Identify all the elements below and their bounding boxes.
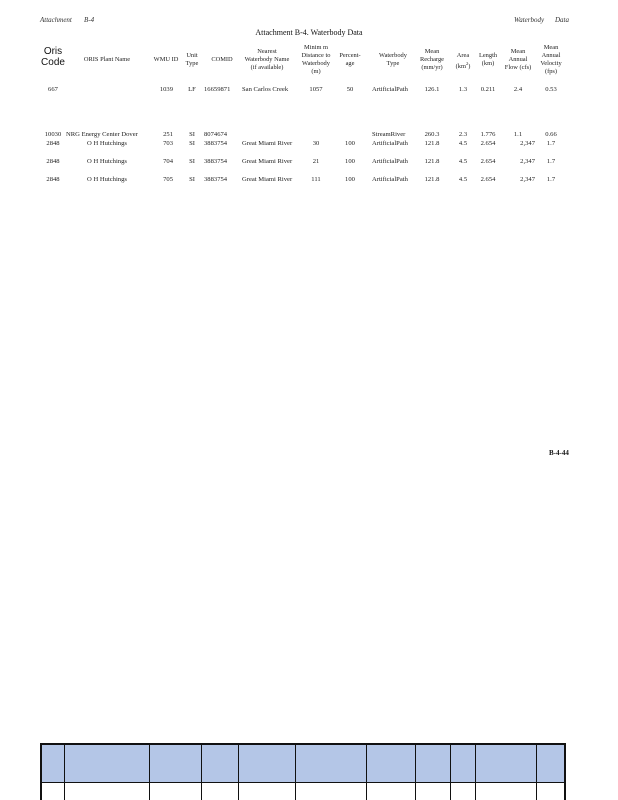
cell-unit-type: LF [188,86,196,93]
column-header-line: Mean [424,48,440,55]
cell-mean-velocity: 1.7 [546,140,556,147]
column-header-line: Waterbody [379,52,407,59]
table-row [0,139,618,149]
column-header-line: (m) [311,68,321,75]
next-table-header [40,743,566,800]
column-header-line: (km) [481,60,495,67]
cell-area: 4.5 [458,176,468,183]
column-header-line: Minim m [304,44,328,51]
cell-mean-velocity: 1.7 [546,176,556,183]
cell-percentage: 100 [345,176,355,183]
cell-waterbody-type: ArtificialPath [372,158,408,165]
cell-length: 1.776 [480,131,496,138]
header-attachment-label: Attachment [40,16,72,24]
cell-waterbody-name: San Carlos Creek [242,86,289,93]
column-header-line: Distance to [301,52,331,59]
cell-mean-velocity: 0.53 [545,86,557,93]
cell-mean-flow: 1.1 [513,131,523,138]
header-attachment-code: B-4 [84,16,95,24]
cell-mean-flow: 2,347 [520,176,535,183]
header-data-label: Data [555,16,569,24]
column-header-line: (if available) [250,64,284,71]
next-table-divider [149,745,150,800]
next-table-header-band [42,745,564,783]
cell-min-distance: 111 [311,176,321,183]
table-row [0,85,618,95]
cell-comid: 3883754 [204,140,228,147]
column-header-line: Flow (cfs) [504,64,532,71]
cell-min-distance: 1057 [309,86,323,93]
column-header-line: Velocity [540,60,562,67]
table-row [0,157,618,167]
cell-wmu-id: 705 [163,176,173,183]
cell-min-distance: 21 [312,158,320,165]
cell-plant-name: O H Hutchings [87,140,127,147]
cell-plant-name: O H Hutchings [87,176,127,183]
cell-oris-code: 2848 [46,158,60,165]
column-header-line: $(km^2)$ [455,61,471,71]
column-header-line: Annual [541,52,561,59]
cell-comid: 3883754 [204,176,228,183]
next-table-divider [450,745,451,800]
cell-area: 4.5 [458,158,468,165]
column-header-line: Recharge [419,56,444,63]
cell-wmu-id: 1039 [159,86,173,93]
next-table-divider [201,745,202,800]
next-table-divider [415,745,416,800]
cell-oris-code: 2848 [46,176,60,183]
cell-waterbody-type: ArtificialPath [372,140,408,147]
cell-oris-code: 2848 [46,140,60,147]
cell-unit-type: SI [189,176,195,183]
cell-mean-flow: 2.4 [513,86,523,93]
cell-length: 0.211 [480,86,496,93]
column-header-line: Mean [543,44,559,51]
column-header-line: Area [456,52,470,59]
column-header-line: Type [185,60,199,67]
cell-length: 2.654 [480,176,496,183]
cell-oris-code: 10030 [44,131,62,138]
column-header-mean-velocity [511,44,591,76]
cell-waterbody-name: Great Miami River [242,176,293,183]
next-table-divider [238,745,239,800]
cell-comid: 3883754 [204,158,228,165]
cell-percentage: 50 [346,86,354,93]
column-header-line: WMU ID [153,56,179,63]
cell-oris-code: 667 [48,86,58,93]
column-header-line: Waterbody [302,60,330,67]
cell-comid: 8074674 [204,131,228,138]
table-row [0,175,618,185]
cell-mean-recharge: 121.8 [424,158,440,165]
cell-unit-type: SI [189,140,195,147]
column-header-line: (mm/yr) [421,64,443,71]
cell-waterbody-type: ArtificialPath [372,86,408,93]
cell-length: 2.654 [480,140,496,147]
cell-plant-name: O H Hutchings [87,158,127,165]
next-table-divider [366,745,367,800]
cell-mean-velocity: 0.66 [545,131,557,138]
cell-mean-velocity: 1.7 [546,158,556,165]
header-waterbody-label: Waterbody [514,16,545,24]
column-header-line: Code [41,57,65,68]
cell-waterbody-type: ArtificialPath [372,176,408,183]
cell-waterbody-type: StreamRiver [372,131,406,138]
cell-area: 2.3 [458,131,468,138]
cell-percentage: 100 [345,140,355,147]
cell-area: 4.5 [458,140,468,147]
column-header-line: Nearest [257,48,277,55]
column-header-line: (fps) [544,68,558,75]
cell-mean-recharge: 121.8 [424,176,440,183]
column-header-line: Unit [186,52,198,59]
cell-plant-name: NRG Energy Center Dover [66,131,138,138]
cell-mean-flow: 2,347 [520,158,535,165]
cell-comid: 16659871 [204,86,231,93]
column-header-line: ORIS Plant Name [83,56,131,63]
column-header-line: Type [386,60,400,67]
next-table-divider [64,745,65,800]
table-header [0,42,618,84]
cell-wmu-id: 251 [163,131,173,138]
cell-mean-flow: 2,347 [520,140,535,147]
cell-waterbody-name: Great Miami River [242,158,293,165]
cell-mean-recharge: 260.3 [424,131,440,138]
cell-min-distance: 30 [312,140,320,147]
next-table-divider [536,745,537,800]
column-header-line: Percent- [339,52,361,59]
cell-mean-recharge: 121.8 [424,140,440,147]
column-header-line: Length [478,52,498,59]
cell-unit-type: SI [189,158,195,165]
column-header-line: Annual [508,56,528,63]
cell-wmu-id: 703 [163,140,173,147]
column-header-line: COMID [211,56,233,63]
cell-waterbody-name: Great Miami River [242,140,293,147]
cell-unit-type: SI [189,131,195,138]
cell-mean-recharge: 126.1 [424,86,440,93]
next-table-divider [475,745,476,800]
column-header-line: Oris [43,46,63,57]
column-header-line: age [345,60,355,67]
cell-area: 1.3 [458,86,468,93]
cell-wmu-id: 704 [163,158,173,165]
column-header-line: Waterbody Name [244,56,290,63]
page-number: B-4-44 [549,449,569,457]
next-table-divider [295,745,296,800]
cell-percentage: 100 [345,158,355,165]
page-title: Attachment B-4. Waterbody Data [255,28,363,37]
cell-length: 2.654 [480,158,496,165]
column-header-line: Mean [510,48,526,55]
